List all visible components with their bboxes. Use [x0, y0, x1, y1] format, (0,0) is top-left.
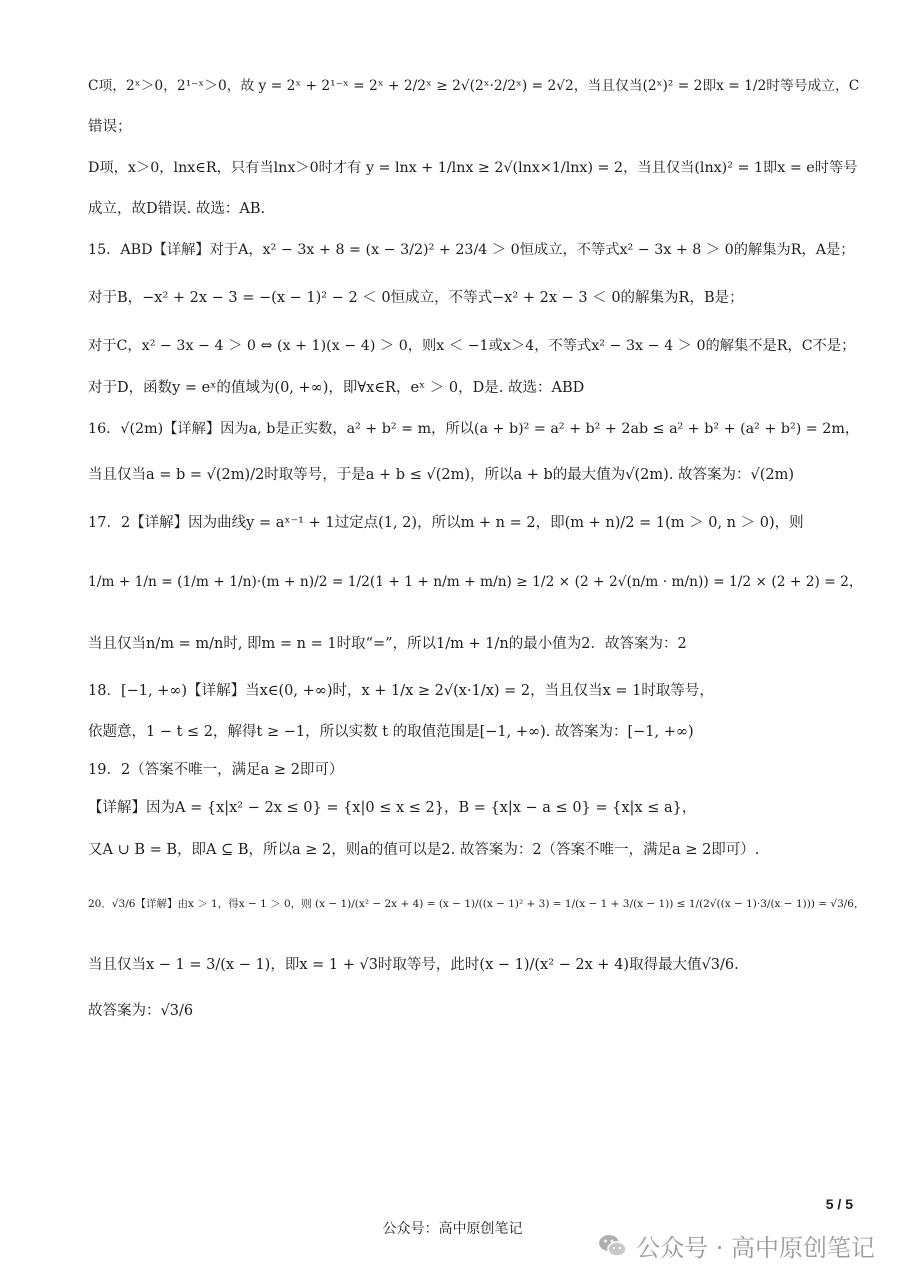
- text-line: 【详解】因为A = {x|x² − 2x ≤ 0} = {x|0 ≤ x ≤ 2}，B = {x|x − a ≤ 0} = {x|x ≤ a}，: [88, 800, 697, 816]
- text-line: 18．[−1, +∞)【详解】当x∈(0, +∞)时，x + 1/x ≥ 2√(x·1/x) = 2，当且仅当x = 1时取等号，: [88, 683, 714, 699]
- text-line: 15．ABD【详解】对于A，x² − 3x + 8 = (x − 3/2)² + 23/4 ＞ 0恒成立，不等式x² − 3x + 8 ＞ 0的解集为R，A是；: [88, 242, 855, 258]
- watermark-text: 公众号 · 高中原创笔记: [636, 1234, 875, 1262]
- text-line: 对于D，函数y = eˣ的值域为(0, +∞)，即∀x∈R，eˣ ＞ 0，D是. 故选：ABD: [88, 380, 585, 396]
- page-number: 5 / 5: [825, 1196, 853, 1212]
- text-line: 依题意，1 − t ≤ 2，解得t ≥ −1，所以实数 t 的取值范围是[−1, +∞). 故答案为：[−1, +∞): [88, 724, 694, 740]
- text-line: 又A ∪ B = B，即A ⊆ B，所以a ≥ 2，则a的值可以是2. 故答案为：2（答案不唯一，满足a ≥ 2即可）.: [88, 842, 760, 858]
- text-line: 故答案为：√3/6: [88, 1003, 194, 1019]
- text-line: D项，x＞0，lnx∈R，只有当lnx＞0时才有 y = lnx + 1/lnx ≥ 2√(lnx×1/lnx) = 2，当且仅当(lnx)² = 1即x = e时等号: [88, 160, 858, 176]
- footer: 公众号：高中原创笔记: [382, 1220, 523, 1236]
- text-line: 对于B，−x² + 2x − 3 = −(x − 1)² − 2 ＜ 0恒成立，不等式−x² + 2x − 3 ＜ 0的解集为R，B是；: [88, 290, 744, 306]
- watermark: [598, 1228, 875, 1263]
- text-line: 当且仅当a = b = √(2m)/2时取等号，于是a + b ≤ √(2m)，所以a + b的最大值为√(2m). 故答案为：√(2m): [88, 467, 795, 483]
- text-line: 当且仅当n/m = m/n时, 即m = n = 1时取“=”，所以1/m + 1/n的最小值为2．故答案为：2: [88, 636, 687, 652]
- text-line: C项，2ˣ＞0，2¹⁻ˣ＞0，故 y = 2ˣ + 2¹⁻ˣ = 2ˣ + 2/2ˣ ≥ 2√(2ˣ·2/2ˣ) = 2√2，当且仅当(2ˣ)² = 2即x = 1/2时等号成立，C: [88, 78, 860, 94]
- text-line: 1/m + 1/n = (1/m + 1/n)·(m + n)/2 = 1/2(1 + 1 + n/m + m/n) ≥ 1/2 × (2 + 2√(n/m · m/n)) = 1/2 × (2 + 2) = 2，: [88, 574, 863, 590]
- text-line: 17．2【详解】因为曲线y = aˣ⁻¹ + 1过定点(1, 2)，所以m + n = 2，即(m + n)/2 = 1(m ＞ 0, n ＞ 0)，则: [88, 515, 804, 531]
- text-line: 当且仅当x − 1 = 3/(x − 1)，即x = 1 + √3时取等号，此时(x − 1)/(x² − 2x + 4)取得最大值√3/6.: [88, 957, 739, 973]
- text-line: 19．2（答案不唯一，满足a ≥ 2即可）: [88, 762, 344, 778]
- text-line: 成立，故D错误. 故选：AB.: [88, 201, 266, 217]
- text-line: 对于C，x² − 3x − 4 ＞ 0 ⇔ (x + 1)(x − 4) ＞ 0，则x ＜ −1或x＞4，不等式x² − 3x − 4 ＞ 0的解集不是R，C不是；: [88, 338, 856, 354]
- wechat-icon: [598, 1233, 628, 1259]
- text-line: 16．√(2m)【详解】因为a, b是正实数，a² + b² = m，所以(a + b)² = a² + b² + 2ab ≤ a² + b² + (a² + b²) = 2m，: [88, 421, 860, 437]
- text-line: 20．√3/6【详解】由x ＞ 1，得x − 1 ＞ 0，则 (x − 1)/(x² − 2x + 4) = (x − 1)/((x − 1)² + 3) = 1/(x − 1 + 3/(x − 1)) ≤ 1/(2√((x − 1)·3/(x − 1))) = √3/6，: [88, 898, 865, 910]
- text-line: 错误；: [88, 119, 132, 135]
